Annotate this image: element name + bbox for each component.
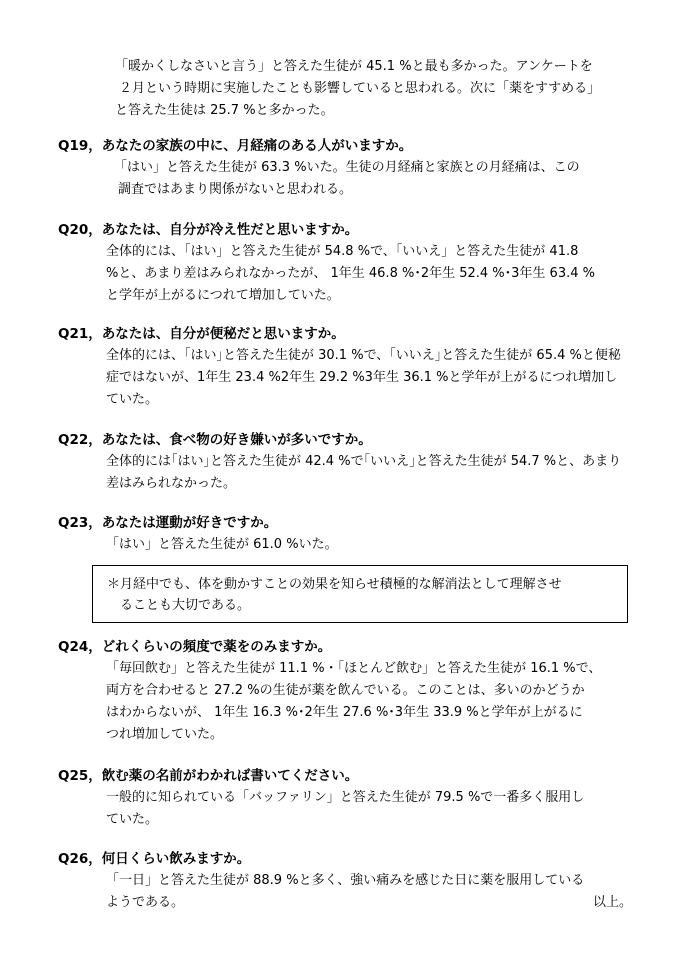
note-line: ＊月経中でも、体を動かすことの効果を知らせ積極的な解消法として理解させ [107, 577, 562, 592]
question-q24 [58, 636, 648, 746]
answer-line: 一般的に知られている「バッファリン」と答えた生徒が 79.5 %で一番多く服用し [106, 790, 585, 805]
question-q22 [58, 429, 648, 495]
answer-line: 「一日」と答えた生徒が 88.9 %と多く、強い痛みを感じた日に薬を服用している [106, 873, 585, 888]
answer-text [106, 451, 648, 495]
answer-text [106, 658, 648, 746]
answer-line: と学年が上がるにつれて増加していた。 [106, 288, 340, 303]
answer-line: 全体的には｢はい｣と答えた生徒が 42.4 %で｢いいえ｣と答えた生徒が 54.7 %と、あまり [106, 454, 622, 469]
answer-line: 症ではないが、1年生 23.4 %2年生 29.2 %3年生 36.1 %と学年が上がるにつれ増加し [106, 370, 618, 385]
answer-line: 「はい」と答えた生徒が 61.0 %いた。 [106, 537, 338, 552]
question-title: Q23，あなたは運動が好きですか。 [58, 515, 278, 531]
question-title: Q22，あなたは、食べ物の好き嫌いが多いですか。 [58, 432, 372, 448]
question-q23 [58, 512, 648, 556]
answer-line: 全体的には、「はい」と答えた生徒が 54.8 %で、「いいえ」と答えた生徒が 41.8 [106, 244, 579, 259]
answer-line: %と、あまり差はみられなかったが、 1年生 46.8 %･2年生 52.4 %･3年生 63.4 % [106, 266, 595, 281]
question-title: Q24，どれくらいの頻度で薬をのみますか。 [58, 639, 332, 655]
answer-line: つれ増加していた。 [106, 727, 224, 742]
note-box [92, 565, 628, 623]
answer-line: ていた。 [106, 392, 159, 407]
intro-paragraph [115, 56, 635, 122]
answer-text [106, 241, 648, 307]
question-title: Q25，飲む薬の名前がわかれば書いてください。 [58, 768, 359, 784]
answer-text [106, 870, 648, 914]
answer-line: ようである。 [106, 895, 185, 910]
answer-line: 両方を合わせると 27.2 %の生徒が薬を飲んでいる。このことは、多いのかどうか [106, 683, 585, 698]
question-title: Q20，あなたは、自分が冷え性だと思いますか。 [58, 222, 359, 238]
answer-text [106, 787, 648, 831]
answer-line: 差はみられなかった。 [106, 476, 237, 491]
answer-text [106, 534, 648, 556]
answer-line: 「はい」と答えた生徒が 63.3 %いた。生徒の月経痛と家族との月経痛は、この [114, 160, 580, 175]
question-q20 [58, 219, 648, 307]
answer-text [114, 157, 648, 201]
answer-line: 「毎回飲む」と答えた生徒が 11.1 %・「ほとんど飲む」と答えた生徒が 16.1 %で、 [106, 661, 602, 676]
question-title: Q26，何日くらい飲みますか。 [58, 851, 251, 867]
intro-line: 「暖かくしなさいと言う」と答えた生徒が 45.1 %と最も多かった。アンケートを [115, 59, 593, 74]
question-title: Q21，あなたは、自分が便秘だと思いますか。 [58, 326, 345, 342]
intro-line: ２月という時期に実施したことも影響していると思われる。次に「薬をすすめる」 [119, 81, 601, 96]
question-q26 [58, 848, 648, 914]
answer-line: 全体的には、｢はい｣と答えた生徒が 30.1 %で、｢いいえ｣と答えた生徒が 65.4 %と便秘 [106, 348, 621, 363]
closing-remark: 以上。 [592, 895, 632, 910]
answer-line: はわからないが、 1年生 16.3 %･2年生 27.6 %･3年生 33.9 %と学年が上がるに [106, 705, 583, 720]
answer-line: ていた。 [106, 812, 159, 827]
closing-row [106, 892, 632, 914]
intro-line: と答えた生徒は 25.7 %と多かった。 [115, 103, 334, 118]
question-q19 [58, 135, 648, 201]
answer-line: 調査ではあまり関係がないと思われる。 [118, 182, 353, 197]
question-q21 [58, 323, 648, 411]
note-line: ることも大切である。 [107, 598, 251, 613]
question-title: Q19，あなたの家族の中に、月経痛のある人がいますか。 [58, 138, 413, 154]
answer-text [106, 345, 648, 411]
question-q25 [58, 765, 648, 831]
